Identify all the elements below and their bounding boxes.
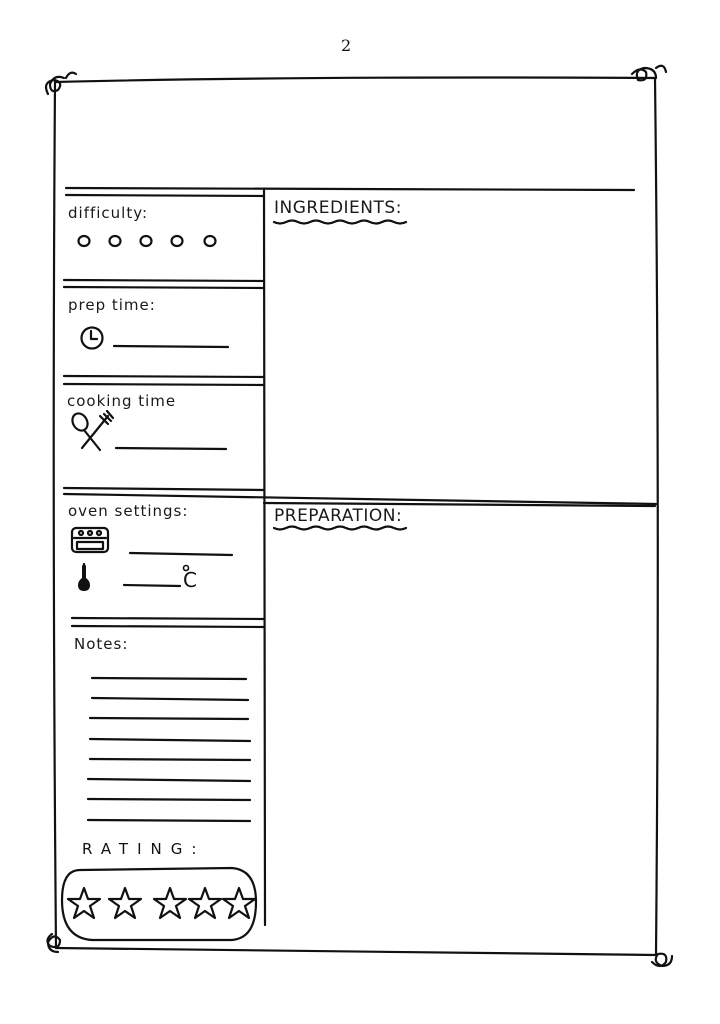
corner-curl-top-left (46, 73, 76, 94)
spoon-fork-icon (69, 411, 113, 450)
corner-curl-bottom-left (47, 934, 60, 952)
rating-label: RATING: (82, 840, 206, 858)
frame-right-line (655, 78, 658, 955)
separator-difficulty (64, 280, 264, 288)
top-rule-2 (66, 195, 264, 196)
temperature-unit: C (183, 568, 197, 592)
notes-label: Notes: (74, 635, 129, 653)
difficulty-label: difficulty: (68, 204, 149, 222)
page-number: 2 (341, 36, 352, 55)
prep-time-line (114, 346, 228, 347)
rating-stars (68, 888, 255, 918)
notes-lines (88, 678, 250, 821)
difficulty-circles (79, 236, 216, 246)
star-icon (189, 888, 221, 918)
ingredients-underline (274, 221, 406, 224)
preparation-underline (274, 527, 406, 530)
oven-setting-line (130, 553, 232, 555)
star-icon (68, 888, 100, 918)
column-divider (264, 190, 265, 925)
temperature-line (124, 585, 180, 586)
preparation-heading: PREPARATION: (274, 506, 403, 526)
frame-bottom-line (56, 948, 656, 955)
frame-top-line (55, 78, 655, 83)
clock-icon (82, 328, 103, 349)
cooking-time-label: cooking time (67, 392, 177, 410)
oven-icon (72, 528, 108, 552)
separator-prep (64, 376, 264, 385)
star-icon (154, 888, 186, 918)
cooking-time-line (116, 448, 226, 449)
prep-time-label: prep time: (68, 296, 156, 314)
star-icon (223, 888, 255, 918)
thermometer-bulb (78, 564, 90, 591)
frame-left-line (54, 82, 56, 948)
separator-oven (72, 618, 264, 627)
top-rule-1 (66, 188, 634, 190)
oven-settings-label: oven settings: (68, 502, 189, 520)
star-icon (109, 888, 141, 918)
ingredients-heading: INGREDIENTS: (274, 198, 402, 218)
